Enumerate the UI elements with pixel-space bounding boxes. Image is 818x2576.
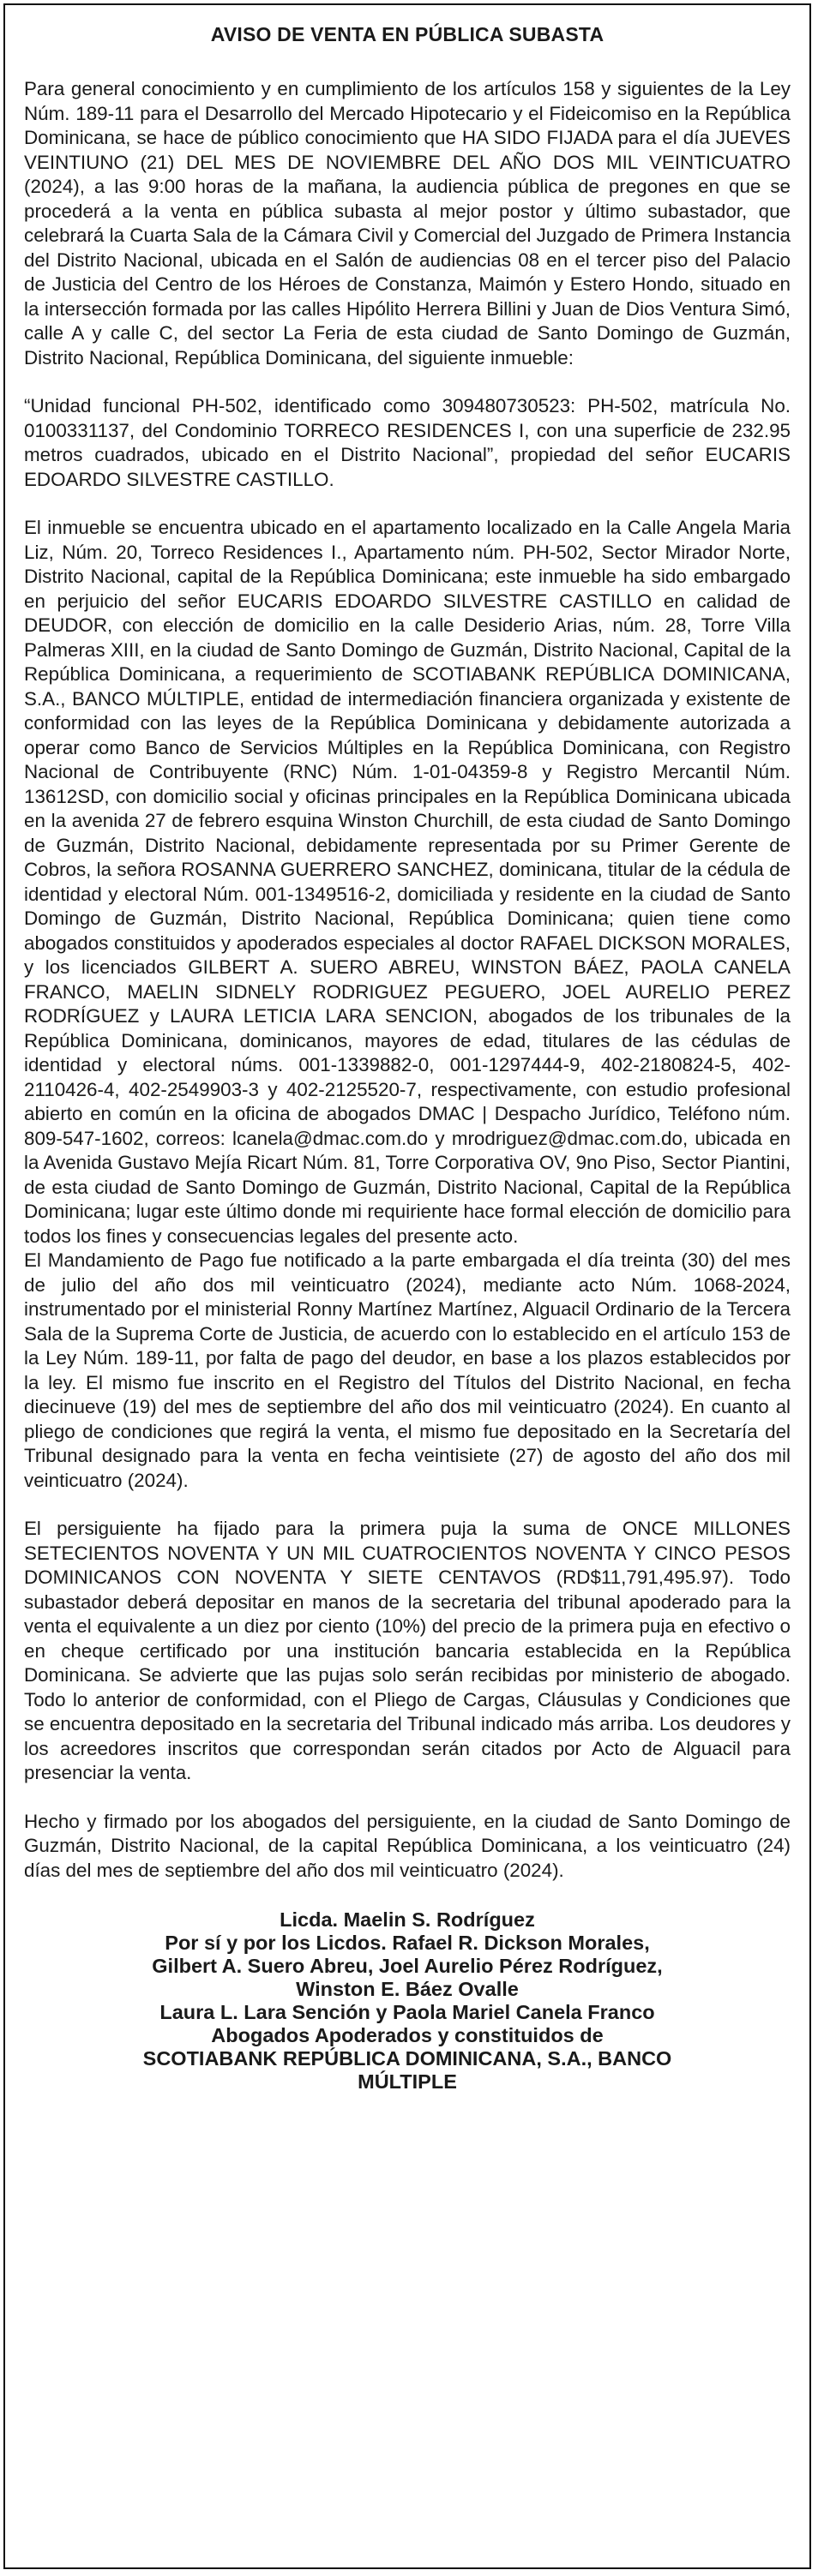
auction-notice [3,3,811,2569]
intro-paragraph: Para general conocimiento y en cumplimiento de los artículos 158 y siguientes de la Ley Núm. 189-11 para el Desarrollo del Mercado Hipotecario y el Fideicomiso en la República Dominicana, se hace de público conocimiento que HA SIDO FIJADA para el día JUEVES VEINTIUNO (21) DEL MES DE NOVIEMBRE DEL AÑO DOS MIL VEINTICUATRO (2024), a las 9:00 horas de la mañana, la audiencia pública de pregones en que se procederá a la venta en pública subasta al mejor postor y último subastador, que celebrará la Cuarta Sala de la Cámara Civil y Comercial del Juzgado de Primera Instancia del Distrito Nacional, ubicada en el Salón de audiencias 08 en el tercer piso del Palacio de Justicia del Centro de los Héroes de Constanza, Maimón y Estero Hondo, situado en la intersección formada por las calles Hipólito Herrera Billini y Juan de Dios Ventura Simó, calle A y calle C, del sector La Feria de esta ciudad de Santo Domingo de Guzmán, Distrito Nacional, República Dominicana, del siguiente inmueble: [24,78,791,368]
signature-line: Winston E. Báez Ovalle [296,1978,519,2000]
signature-line: SCOTIABANK REPÚBLICA DOMINICANA, S.A., BANCO [142,2047,672,2070]
signature-block [24,1908,791,2094]
payment-order-paragraph: El Mandamiento de Pago fue notificado a la parte embargada el día treinta (30) del mes de julio del año dos mil veinticuatro (2024), mediante acto Núm. 1068-2024, instrumentado por el ministerial Ronny Martínez Martínez, Alguacil Ordinario de la Tercera Sala de la Suprema Corte de Justicia, de acuerdo con lo establecido en el artículo 153 de la Ley Núm. 189-11, por falta de pago del deudor, en base a los plazos establecidos por la ley. El mismo fue inscrito en el Registro del Títulos del Distrito Nacional, en fecha diecinueve (19) del mes de septiembre del año dos mil veinticuatro (2024). En cuanto al pliego de condiciones que regirá la venta, el mismo fue depositado en la Secretaría del Tribunal designado para la venta en fecha veintisiete (27) de agosto del año dos mil veinticuatro (2024). [24,1249,791,1491]
signature-line: Por sí y por los Licdos. Rafael R. Dickson Morales, [165,1932,650,1954]
signature-line: Abogados Apoderados y constituidos de [211,2024,604,2046]
location-paragraph: El inmueble se encuentra ubicado en el apartamento localizado en la Calle Angela Maria Liz, Núm. 20, Torreco Residences I., Apartamento núm. PH-502, Sector Mirador Norte, Distrito Nacional, capital de la República Dominicana; este inmueble ha sido embargado en perjuicio del señor EUCARIS EDOARDO SILVESTRE CASTILLO en calidad de DEUDOR, con elección de domicilio en la calle Desiderio Arias, núm. 28, Torre Villa Palmeras XIII, en la ciudad de Santo Domingo de Guzmán, Distrito Nacional, Capital de la República Dominicana, a requerimiento de SCOTIABANK REPÚBLICA DOMINICANA, S.A., BANCO MÚLTIPLE, entidad de intermediación financiera organizada y existente de conformidad con las leyes de la República Dominicana y debidamente autorizada a operar como Banco de Servicios Múltiples en la República Dominicana, con Registro Nacional de Contribuyente (RNC) Núm. 1-01-04359-8 y Registro Mercantil Núm. 13612SD, con domicilio social y oficinas principales en la República Dominicana ubicada en la avenida 27 de febrero esquina Winston Churchill, de esta ciudad de Santo Domingo de Guzmán, Distrito Nacional, debidamente representada por su Primer Gerente de Cobros, la señora ROSANNA GUERRERO SANCHEZ, dominicana, titular de la cédula de identidad y electoral Núm. 001-1349516-2, domiciliada y residente en la ciudad de Santo Domingo de Guzmán, Distrito Nacional, República Dominicana; quien tiene como abogados constituidos y apoderados especiales al doctor RAFAEL DICKSON MORALES, y los licenciados GILBERT A. SUERO ABREU, WINSTON BÁEZ, PAOLA CANELA FRANCO, MAELIN SIDNELY RODRIGUEZ PEGUERO, JOEL AURELIO PEREZ RODRÍGUEZ y LAURA LETICIA LARA SENCION, abogados de los tribunales de la República Dominicana, dominicanos, mayores de edad, titulares de las cédulas de identidad y electoral núms. 001-1339882-0, 001-1297444-9, 402-2180824-5, 402-2110426-4, 402-2549903-3 y 402-2125520-7, respectivamente, con estudio profesional abierto en común en la oficina de abogados DMAC | Despacho Jurídico, Teléfono núm. 809-547-1602, correos: lcanela@dmac.com.do y mrodriguez@dmac.com.do, ubicada en la Avenida Gustavo Mejía Ricart Núm. 81, Torre Corporativa OV, 9no Piso, Sector Piantini, de esta ciudad de Santo Domingo de Guzmán, Distrito Nacional, Capital de la República Dominicana; lugar este último donde mi requiriente hace formal elección de domicilio para todos los fines y consecuencias legales del presente acto. [24,517,791,1247]
property-paragraph: “Unidad funcional PH-502, identificado como 309480730523: PH-502, matrícula No. 0100331137, del Condominio TORRECO RESIDENCES I, con una superficie de 232.95 metros cuadrados, ubicado en el Distrito Nacional”, propiedad del señor EUCARIS EDOARDO SILVESTRE CASTILLO. [24,395,791,490]
notice-title: AVISO DE VENTA EN PÚBLICA SUBASTA [210,23,604,45]
signature-line: Licda. Maelin S. Rodríguez [280,1908,535,1931]
signature-line: Laura L. Lara Sención y Paola Mariel Canela Franco [159,2001,655,2023]
signed-paragraph: Hecho y firmado por los abogados del persiguiente, en la ciudad de Santo Domingo de Guzmán, Distrito Nacional, de la capital República Dominicana, a los veinticuatro (24) días del mes de septiembre del año dos mil veinticuatro (2024). [24,1810,791,1881]
signature-line: MÚLTIPLE [358,2070,457,2093]
signature-line: Gilbert A. Suero Abreu, Joel Aurelio Pérez Rodríguez, [152,1955,663,1977]
price-paragraph: El persiguiente ha fijado para la primera puja la suma de ONCE MILLONES SETECIENTOS NOVENTA Y UN MIL CUATROCIENTOS NOVENTA Y CINCO PESOS DOMINICANOS CON NOVENTA Y SIETE CENTAVOS (RD$11,791,495.97). Todo subastador deberá depositar en manos de la secretaria del tribunal apoderado para la venta el equivalente a un diez por ciento (10%) del precio de la primera puja en efectivo o en cheque certificado por una institución bancaria establecida en la República Dominicana. Se advierte que las pujas solo serán recibidas por ministerio de abogado. Todo lo anterior de conformidad, con el Pliego de Cargas, Cláusulas y Condiciones que se encuentra depositado en la secretaria del Tribunal indicado más arriba. Los deudores y los acreedores inscritos que correspondan serán citados por Acto de Alguacil para presenciar la venta. [24,1518,791,1783]
